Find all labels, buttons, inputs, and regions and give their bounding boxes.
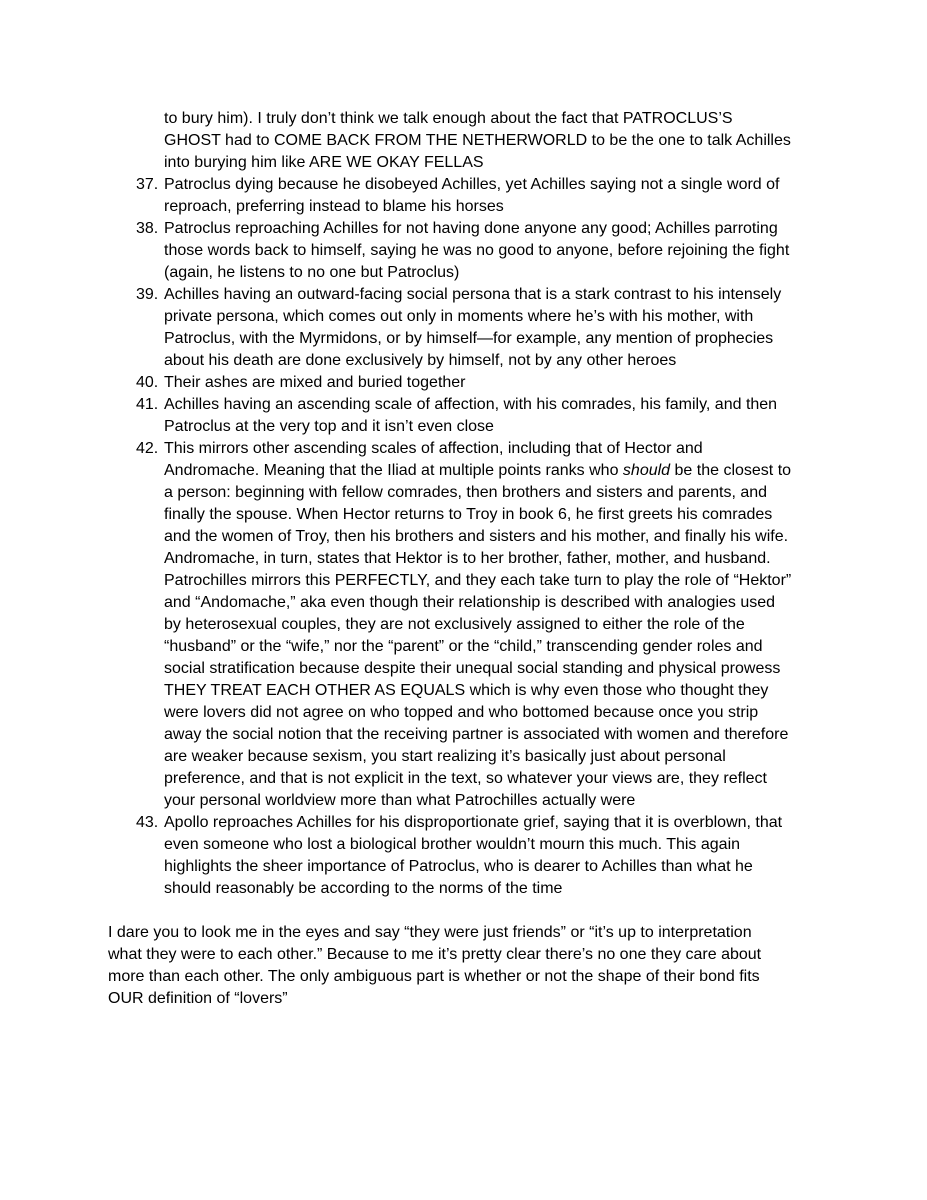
text-line: Achilles having an ascending scale of affection, with his comrades, his family, and then [164, 396, 778, 413]
text-line: even someone who lost a biological brother wouldn’t mourn this much. This again [164, 836, 741, 853]
text-line: should reasonably be according to the norms of the time [164, 880, 563, 897]
list-item-number: 40. [136, 374, 159, 391]
text-line: what they were to each other.” Because to me it’s pretty clear there’s no one they care about [108, 946, 762, 963]
text-line: This mirrors other ascending scales of affection, including that of Hector and [164, 440, 703, 457]
list-item-number: 43. [136, 814, 159, 831]
text-line: Apollo reproaches Achilles for his disproportionate grief, saying that it is overblown, that [164, 814, 783, 831]
list-item-number: 41. [136, 396, 159, 413]
text-line: (again, he listens to no one but Patroclus) [164, 264, 460, 281]
list-item-number: 39. [136, 286, 159, 303]
text-segment: be the closest to [670, 462, 792, 479]
text-line: and “Andomache,” aka even though their relationship is described with analogies used [164, 594, 776, 611]
text-line: Achilles having an outward-facing social persona that is a stark contrast to his intensely [164, 286, 782, 303]
text-segment: Andromache. Meaning that the Iliad at multiple points ranks who [164, 462, 623, 479]
text-line: those words back to himself, saying he was no good to anyone, before rejoining the fight [164, 242, 790, 259]
text-line: are weaker because sexism, you start realizing it’s basically just about personal [164, 748, 726, 765]
text-line: private persona, which comes out only in moments where he’s with his mother, with [164, 308, 754, 325]
text-line: your personal worldview more than what Patrochilles actually were [164, 792, 636, 809]
text-line: Their ashes are mixed and buried together [164, 374, 466, 391]
text-line: a person: beginning with fellow comrades, then brothers and sisters and parents, and [164, 484, 768, 501]
text-line: I dare you to look me in the eyes and say “they were just friends” or “it’s up to interpretation [108, 924, 752, 941]
text-line: Patroclus dying because he disobeyed Achilles, yet Achilles saying not a single word of [164, 176, 780, 193]
text-line: “husband” or the “wife,” nor the “parent” or the “child,” transcending gender roles and [164, 638, 763, 655]
list-item-number: 38. [136, 220, 159, 237]
text-line: into burying him like ARE WE OKAY FELLAS [164, 154, 484, 171]
text-line: highlights the sheer importance of Patroclus, who is dearer to Achilles than what he [164, 858, 753, 875]
text-line: OUR definition of “lovers” [108, 990, 288, 1007]
text-line: Patrochilles mirrors this PERFECTLY, and they each take turn to play the role of “Hektor” [164, 572, 792, 589]
text-line: away the social notion that the receiving partner is associated with women and therefore [164, 726, 789, 743]
list-item-number: 37. [136, 176, 159, 193]
text-line: GHOST had to COME BACK FROM THE NETHERWORLD to be the one to talk Achilles [164, 132, 791, 149]
text-line: Andromache, in turn, states that Hektor is to her brother, father, mother, and husband. [164, 550, 771, 567]
text-line-with-emphasis [164, 460, 791, 482]
text-line: about his death are done exclusively by himself, not by any other heroes [164, 352, 677, 369]
text-line: THEY TREAT EACH OTHER AS EQUALS which is why even those who thought they [164, 682, 769, 699]
text-line: Patroclus, with the Myrmidons, or by himself—for example, any mention of prophecies [164, 330, 774, 347]
text-line: more than each other. The only ambiguous part is whether or not the shape of their bond fits [108, 968, 760, 985]
text-line: to bury him). I truly don’t think we talk enough about the fact that PATROCLUS’S [164, 110, 733, 127]
text-line: reproach, preferring instead to blame his horses [164, 198, 504, 215]
text-line: social stratification because despite their unequal social standing and physical prowess [164, 660, 781, 677]
text-line: Patroclus at the very top and it isn’t even close [164, 418, 494, 435]
text-line: by heterosexual couples, they are not exclusively assigned to either the role of the [164, 616, 745, 633]
text-line: preference, and that is not explicit in the text, so whatever your views are, they reflect [164, 770, 767, 787]
text-line: Patroclus reproaching Achilles for not having done anyone any good; Achilles parroting [164, 220, 778, 237]
text-line: finally the spouse. When Hector returns to Troy in book 6, he first greets his comrades [164, 506, 773, 523]
text-line: were lovers did not agree on who topped and who bottomed because once you strip [164, 704, 759, 721]
emphasis-word: should [622, 462, 671, 479]
list-item-number: 42. [136, 440, 159, 457]
text-line: and the women of Troy, then his brothers and sisters and his mother, and finally his wife. [164, 528, 789, 545]
